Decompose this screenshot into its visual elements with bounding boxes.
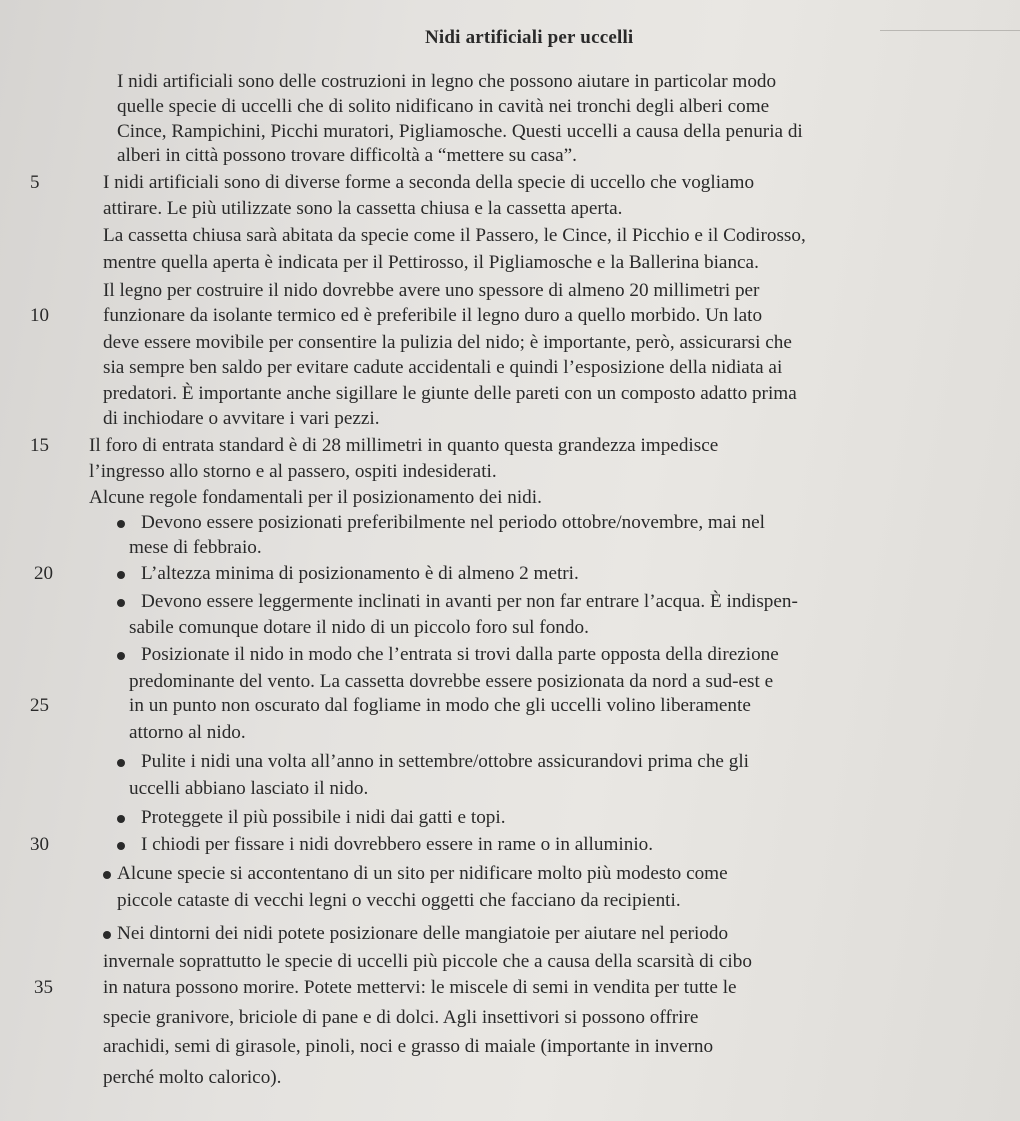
text-line: attirare. Le più utilizzate sono la cassetta chiusa e la cassetta aperta. [103,198,623,219]
text-line: Posizionate il nido in modo che l’entrata si trovi dalla parte opposta della direzione [141,644,779,665]
page-corner-frame [880,0,1020,31]
text-line: Cince, Rampichini, Picchi muratori, Pigliamosche. Questi uccelli a causa della penuria di [117,121,803,142]
text-line: La cassetta chiusa sarà abitata da specie come il Passero, le Cince, il Picchio e il Codirosso, [103,225,806,246]
text-line: Alcune regole fondamentali per il posizionamento dei nidi. [89,487,542,508]
text-line: in un punto non oscurato dal fogliame in modo che gli uccelli volino liberamente [129,695,751,716]
text-line: arachidi, semi di girasole, pinoli, noci e grasso di maiale (importante in inverno [103,1036,714,1057]
text-line: attorno al nido. [129,722,246,743]
text-line: sia sempre ben saldo per evitare cadute accidentali e quindi l’esposizione della nidiata ai [103,357,783,378]
bullet-icon [117,652,125,660]
text-line: Devono essere leggermente inclinati in avanti per non far entrare l’acqua. È indispen- [141,591,798,612]
text-line: specie granivore, briciole di pane e di dolci. Agli insettivori si possono offrire [103,1007,699,1028]
text-line: in natura possono morire. Potete mettervi: le miscele di semi in vendita per tutte le [103,977,737,998]
text-line: Pulite i nidi una volta all’anno in settembre/ottobre assicurandovi prima che gli [141,751,749,772]
text-line: Devono essere posizionati preferibilmente nel periodo ottobre/novembre, mai nel [141,512,765,533]
text-line: I nidi artificiali sono di diverse forme a seconda della specie di uccello che vogliamo [103,172,755,193]
line-number: 10 [30,305,49,326]
bullet-icon [117,759,125,767]
text-line: predominante del vento. La cassetta dovrebbe essere posizionata da nord a sud-est e [129,671,774,692]
text-line: Il legno per costruire il nido dovrebbe avere uno spessore di almeno 20 millimetri per [103,280,760,301]
line-number: 20 [34,563,53,584]
text-line: I chiodi per fissare i nidi dovrebbero essere in rame o in alluminio. [141,834,654,855]
text-line: uccelli abbiano lasciato il nido. [129,778,369,799]
text-line: l’ingresso allo storno e al passero, ospiti indesiderati. [89,461,497,482]
text-line: deve essere movibile per consentire la pulizia del nido; è importante, però, assicurarsi che [103,332,792,353]
text-line: predatori. È importante anche sigillare le giunte delle pareti con un composto adatto prima [103,383,797,404]
text-line: Alcune specie si accontentano di un sito per nidificare molto più modesto come [117,863,728,884]
bullet-icon [117,815,125,823]
line-number: 5 [30,172,40,193]
bullet-icon [117,571,125,579]
text-line: invernale soprattutto le specie di uccelli più piccole che a causa della scarsità di cibo [103,951,752,972]
bullet-icon [117,520,125,528]
text-line: funzionare da isolante termico ed è preferibile il legno duro a quello morbido. Un lato [103,305,763,326]
text-line: di inchiodare o avvitare i vari pezzi. [103,408,380,429]
text-line: quelle specie di uccelli che di solito nidificano in cavità nei tronchi degli alberi come [117,96,770,117]
line-number: 30 [30,834,49,855]
text-line: Il foro di entrata standard è di 28 millimetri in quanto questa grandezza impedisce [89,435,719,456]
text-line: I nidi artificiali sono delle costruzioni in legno che possono aiutare in particolar modo [117,71,777,92]
line-number: 35 [34,977,53,998]
text-line: Proteggete il più possibile i nidi dai gatti e topi. [141,807,506,828]
bullet-icon [117,842,125,850]
bullet-icon [103,931,111,939]
bullet-icon [103,871,111,879]
page-title: Nidi artificiali per uccelli [425,27,634,48]
line-number: 25 [30,695,49,716]
bullet-icon [117,599,125,607]
text-line: sabile comunque dotare il nido di un piccolo foro sul fondo. [129,617,589,638]
text-line: perché molto calorico). [103,1067,282,1088]
text-line: L’altezza minima di posizionamento è di almeno 2 metri. [141,563,579,584]
text-line: alberi in città possono trovare difficoltà a “mettere su casa”. [117,145,577,166]
text-line: mentre quella aperta è indicata per il Pettirosso, il Pigliamosche e la Ballerina bianca. [103,252,759,273]
text-line: Nei dintorni dei nidi potete posizionare delle mangiatoie per aiutare nel periodo [117,923,729,944]
line-number: 15 [30,435,49,456]
text-line: mese di febbraio. [129,537,262,558]
text-line: piccole cataste di vecchi legni o vecchi oggetti che facciano da recipienti. [117,890,681,911]
